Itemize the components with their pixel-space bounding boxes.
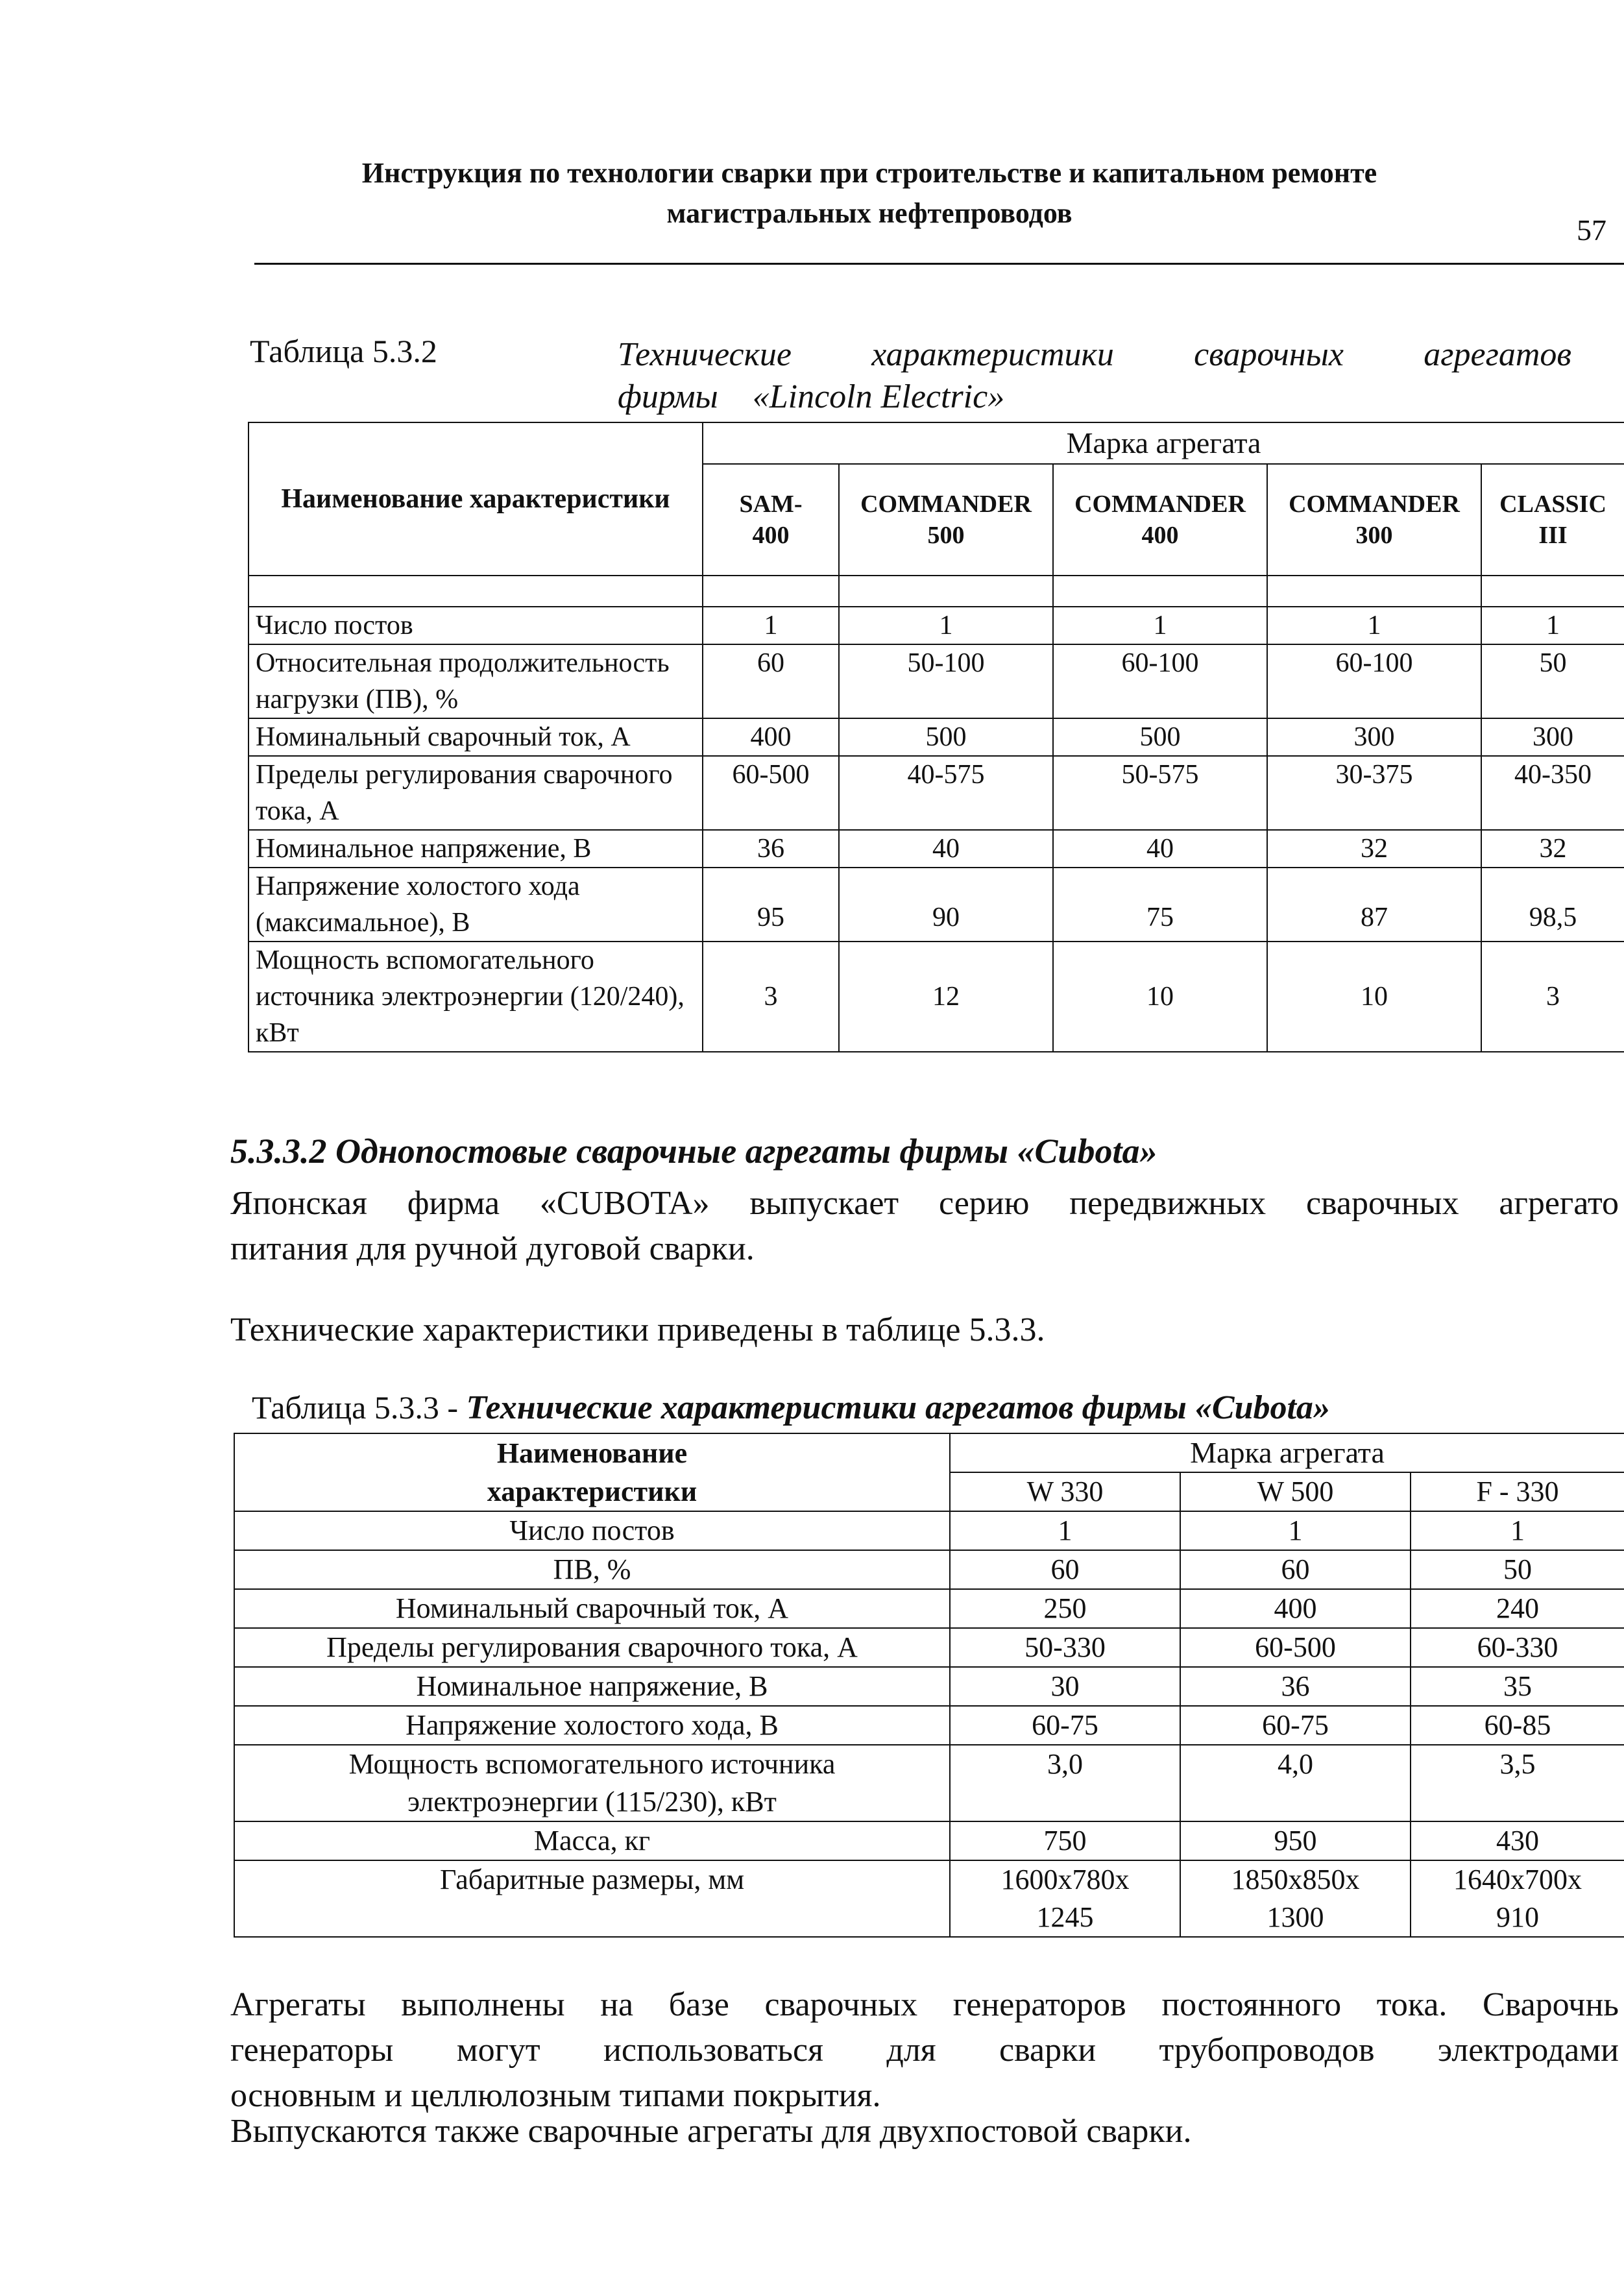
table2-header-brand: Марка агрегата — [950, 1433, 1624, 1472]
table1-caption-title-cont — [618, 378, 1030, 416]
cubota-specs-table — [234, 1433, 1624, 1938]
table-row: Пределы регулирования сварочного тока, А 60-500 40-575 50-575 30-375 40-350 — [248, 756, 1624, 830]
table-row: Напряжение холостого хода, В 60-75 60-75 60-85 — [234, 1706, 1624, 1745]
table1-caption-title: Технические характеристики сварочных агрегатов — [618, 336, 1571, 373]
table2-header-name-top: Наименование — [234, 1433, 950, 1472]
table1-header-row — [248, 422, 1624, 464]
table-row: Масса, кг 750 950 430 — [234, 1821, 1624, 1860]
table-row: Габаритные размеры, мм 1600x780x 1245 1850x850x 1300 1640x700x 910 — [234, 1860, 1624, 1937]
table-row: Напряжение холостого хода (максимальное), В 95 90 75 87 98,5 — [248, 868, 1624, 942]
table-row: Номинальный сварочный ток, А 250 400 240 — [234, 1589, 1624, 1628]
closing-line-2: генераторы могут использоваться для сварки трубопроводов электродами — [230, 2032, 1619, 2069]
table1-col-header: COMMANDER 300 — [1267, 464, 1481, 576]
table-row: Номинальное напряжение, В 30 36 35 — [234, 1667, 1624, 1706]
table2-columns-row — [234, 1472, 1624, 1511]
header-divider — [254, 263, 1624, 265]
running-header — [234, 153, 1505, 234]
table2-caption-title: Технические характеристики агрегатов фирмы «Cubota» — [466, 1389, 1330, 1426]
table-row: Мощность вспомогательного источника электроэнергии (115/230), кВт 3,0 4,0 3,5 — [234, 1745, 1624, 1821]
table2-header-row — [234, 1433, 1624, 1472]
closing-paragraph-2: Выпускаются также сварочные агрегаты для двухпостовой сварки. — [230, 2113, 1192, 2150]
header-line-2: магистральных нефтепроводов — [666, 197, 1073, 229]
page-number: 57 — [1577, 213, 1606, 247]
table1-col-header: CLASSIC III — [1481, 464, 1624, 576]
header-line-1: Инструкция по технологии сварки при строительстве и капитальном ремонте — [361, 157, 1377, 189]
section-paragraph-1-cont: питания для ручной дуговой сварки. — [230, 1230, 755, 1267]
table1-col-header: COMMANDER 500 — [839, 464, 1053, 576]
table1-header-brand: Марка агрегата — [703, 422, 1624, 464]
table2-caption — [252, 1389, 1330, 1427]
section-heading: 5.3.3.2 Однопостовые сварочные агрегаты фирмы «Cubota» — [230, 1132, 1157, 1171]
table-row: Число постов 1 1 1 1 1 — [248, 607, 1624, 644]
table-row: Число постов 1 1 1 — [234, 1511, 1624, 1550]
table2-header-name-bottom: характеристики — [234, 1472, 950, 1511]
table2-col-header: W 500 — [1180, 1472, 1411, 1511]
table1-spacer-row — [248, 576, 1624, 607]
table-row: Номинальное напряжение, В 36 40 40 32 32 — [248, 830, 1624, 868]
closing-line-1: Агрегаты выполнены на базе сварочных генераторов постоянного тока. Сварочнь — [230, 1986, 1619, 2023]
table-row: Пределы регулирования сварочного тока, А 50-330 60-500 60-330 — [234, 1628, 1624, 1667]
table-row: Мощность вспомогательного источника электроэнергии (120/240), кВт 3 12 10 10 3 — [248, 942, 1624, 1052]
table2-col-header: W 330 — [950, 1472, 1180, 1511]
section-paragraph-1: Японская фирма «CUBOTA» выпускает серию передвижных сварочных агрегато — [230, 1185, 1619, 1222]
closing-paragraph-1 — [230, 1982, 1619, 2119]
table-row: ПВ, % 60 60 50 — [234, 1550, 1624, 1589]
table1-caption-word: фирмы — [618, 378, 718, 415]
table1-header-name: Наименование характеристики — [248, 422, 703, 576]
table2-col-header: F - 330 — [1411, 1472, 1624, 1511]
table1-caption-brand: «Lincoln Electric» — [752, 378, 1005, 415]
table-row: Относительная продолжительность нагрузки (ПВ), % 60 50-100 60-100 60-100 50 — [248, 644, 1624, 718]
section-paragraph-2: Технические характеристики приведены в таблице 5.3.3. — [230, 1311, 1045, 1348]
lincoln-specs-table — [248, 422, 1624, 1052]
table1-col-header: COMMANDER 400 — [1053, 464, 1267, 576]
table-row: Номинальный сварочный ток, А 400 500 500 300 300 — [248, 718, 1624, 756]
table1-col-header: SAM- 400 — [703, 464, 839, 576]
closing-line-3: основным и целлюлозным типами покрытия. — [230, 2077, 881, 2114]
table1-caption-label: Таблица 5.3.2 — [250, 333, 437, 369]
table2-caption-label: Таблица 5.3.3 - — [252, 1389, 467, 1426]
